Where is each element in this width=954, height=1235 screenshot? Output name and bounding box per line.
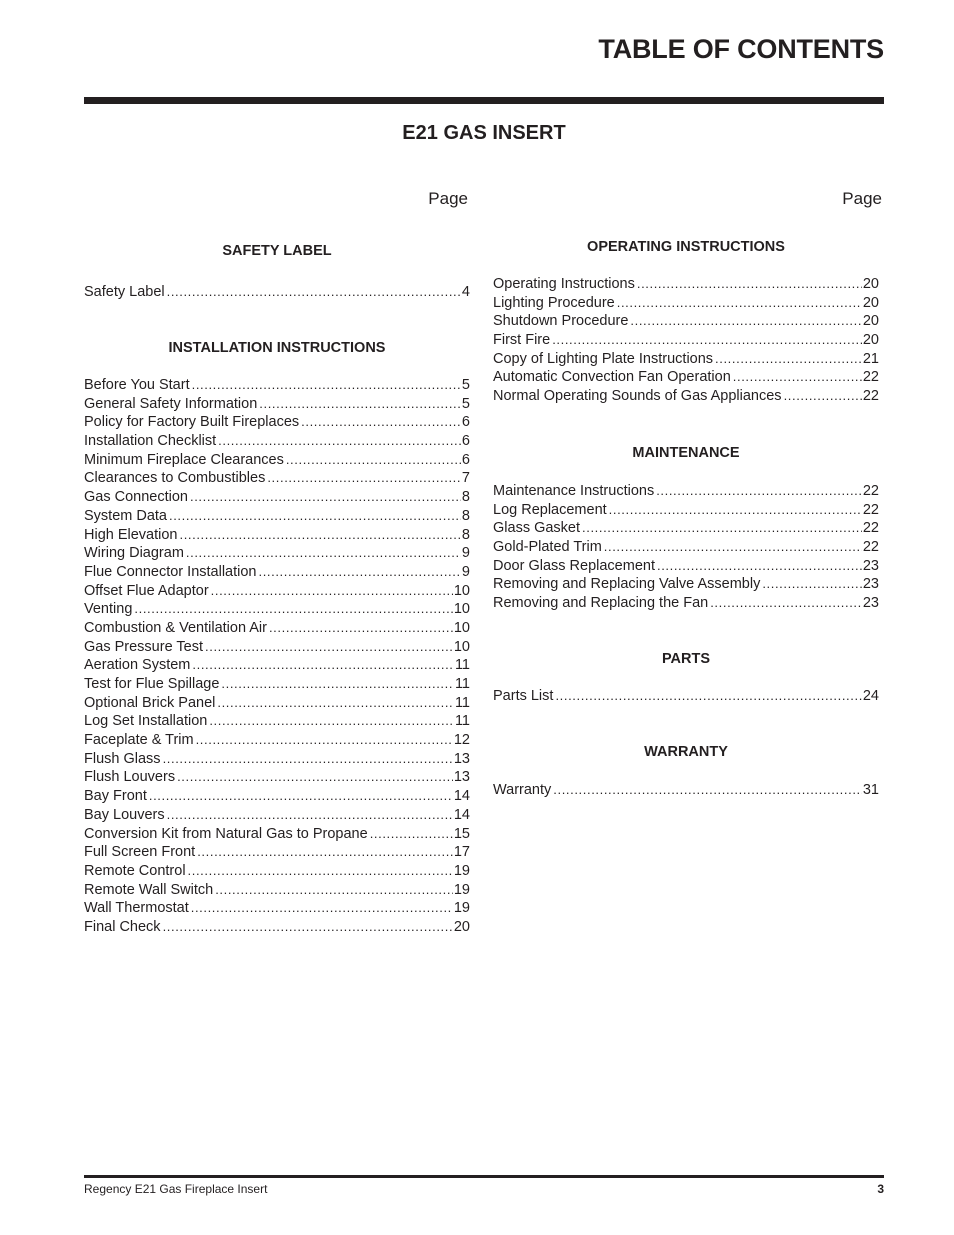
dot-leader	[221, 675, 454, 694]
toc-entry-label: Clearances to Combustibles	[84, 470, 266, 487]
toc-entry-label: Optional Brick Panel	[84, 694, 216, 711]
footer-product-name: Regency E21 Gas Fireplace Insert	[84, 1182, 268, 1196]
dot-leader	[604, 538, 862, 557]
toc-entry-page: 19	[453, 862, 470, 879]
toc-entry	[84, 544, 470, 563]
footer-rule	[84, 1175, 884, 1178]
toc-entry-page: 20	[862, 313, 879, 330]
toc-entry-label: Operating Instructions	[493, 276, 635, 292]
toc-entry	[493, 482, 879, 501]
toc-entry	[84, 376, 470, 395]
dot-leader	[710, 594, 862, 613]
dot-leader	[555, 687, 861, 706]
toc-entry-page: 22	[862, 501, 879, 518]
toc-entry-label: Policy for Factory Built Fireplaces	[84, 414, 300, 431]
toc-entry-label: Gas Pressure Test	[84, 638, 204, 655]
toc-entry-label: Gold-Plated Trim	[493, 539, 602, 556]
right-column	[493, 0, 882, 1000]
toc-entry-label: Bay Front	[84, 788, 147, 805]
toc-entry	[84, 825, 470, 844]
toc-entry-page: 8	[461, 526, 470, 543]
toc-entry-label: Combustion & Ventilation Air	[84, 619, 267, 636]
toc-entry-label: Wiring Diagram	[84, 545, 184, 562]
toc-entry-label: Copy of Lighting Plate Instructions	[493, 350, 714, 367]
toc-entry-label: Conversion Kit from Natural Gas to Propane	[84, 825, 368, 842]
toc-list-maintenance	[493, 482, 879, 613]
toc-entry	[84, 507, 470, 526]
toc-entry-page: 22	[862, 483, 879, 499]
toc-entry-page: 8	[461, 507, 470, 524]
toc-entry-page: 20	[862, 276, 879, 292]
toc-entry-page: 22	[862, 539, 879, 556]
toc-entry	[84, 862, 470, 881]
dot-leader	[167, 806, 453, 825]
toc-entry	[84, 451, 470, 470]
toc-entry-label: Faceplate & Trim	[84, 732, 194, 749]
footer-page-number: 3	[877, 1182, 884, 1196]
toc-entry	[84, 638, 470, 657]
toc-entry-label: Bay Louvers	[84, 806, 165, 823]
toc-entry-page: 13	[453, 750, 470, 767]
dot-leader	[196, 731, 453, 750]
dot-leader	[197, 843, 453, 862]
toc-entry-page: 10	[453, 601, 470, 618]
toc-entry	[493, 519, 879, 538]
dot-leader	[209, 712, 454, 731]
toc-entry-page: 7	[461, 470, 470, 487]
dot-leader	[217, 694, 454, 713]
toc-entry-label: Test for Flue Spillage	[84, 676, 220, 692]
toc-entry-page: 11	[454, 676, 470, 692]
toc-entry	[84, 488, 470, 507]
toc-entry-label: Wall Thermostat	[84, 900, 189, 917]
toc-entry	[84, 283, 470, 302]
toc-entry-label: Automatic Convection Fan Operation	[493, 369, 731, 386]
toc-entry-label: Remote Wall Switch	[84, 881, 214, 898]
dot-leader	[656, 482, 862, 501]
toc-entry-page: 5	[461, 377, 470, 393]
toc-entry	[84, 656, 470, 675]
toc-entry	[84, 675, 470, 694]
toc-entry	[493, 275, 879, 294]
dot-leader	[134, 600, 452, 619]
toc-entry-label: Venting	[84, 601, 133, 618]
toc-entry-label: Lighting Procedure	[493, 294, 615, 311]
dot-leader	[163, 750, 453, 769]
toc-entry-page: 6	[461, 451, 470, 468]
toc-entry	[84, 694, 470, 713]
toc-entry	[493, 501, 879, 520]
toc-entry	[493, 294, 879, 313]
toc-entry	[84, 843, 470, 862]
toc-entry	[84, 731, 470, 750]
toc-entry	[493, 312, 879, 331]
dot-leader	[286, 451, 461, 470]
toc-entry	[493, 575, 879, 594]
toc-entry	[493, 538, 879, 557]
section-heading-maintenance: MAINTENANCE	[632, 445, 740, 461]
dot-leader	[192, 656, 454, 675]
toc-entry-page: 13	[453, 769, 470, 786]
toc-list-parts	[493, 687, 879, 706]
toc-entry	[493, 350, 879, 369]
toc-entry-page: 23	[862, 595, 879, 612]
toc-entry-label: System Data	[84, 507, 167, 524]
toc-entry-page: 6	[461, 433, 470, 450]
toc-entry	[84, 395, 470, 414]
dot-leader	[192, 376, 461, 395]
dot-leader	[149, 787, 453, 806]
toc-entry-label: Glass Gasket	[493, 520, 581, 537]
section-heading-safety-label: SAFETY LABEL	[222, 243, 332, 259]
toc-entry	[84, 563, 470, 582]
dot-leader	[582, 519, 862, 538]
toc-entry	[493, 368, 879, 387]
toc-entry-label: Log Set Installation	[84, 713, 208, 730]
toc-entry-label: Aeration System	[84, 657, 191, 674]
dot-leader	[186, 544, 461, 563]
toc-entry-page: 9	[461, 545, 470, 562]
document-subtitle: E21 GAS INSERT	[402, 122, 566, 144]
toc-entry	[493, 781, 879, 800]
dot-leader	[218, 432, 461, 451]
toc-entry-page: 20	[453, 918, 470, 935]
toc-entry	[84, 600, 470, 619]
dot-leader	[733, 368, 862, 387]
toc-entry-label: Removing and Replacing Valve Assembly	[493, 576, 761, 593]
toc-entry-page: 11	[454, 713, 470, 730]
toc-entry-page: 22	[862, 369, 879, 386]
toc-entry-label: Normal Operating Sounds of Gas Appliances	[493, 388, 782, 405]
toc-entry-page: 10	[453, 638, 470, 655]
dot-leader	[190, 488, 461, 507]
toc-list-installation	[84, 376, 470, 937]
dot-leader	[762, 575, 862, 594]
section-heading-parts: PARTS	[661, 651, 711, 667]
toc-entry	[84, 469, 470, 488]
toc-entry-label: Minimum Fireplace Clearances	[84, 451, 284, 468]
toc-entry-page: 23	[862, 576, 879, 593]
toc-list-safety	[84, 283, 470, 302]
toc-entry	[493, 331, 879, 350]
toc-entry-label: Final Check	[84, 918, 161, 935]
toc-entry-label: Installation Checklist	[84, 433, 217, 450]
toc-entry-label: Remote Control	[84, 862, 186, 879]
left-column	[84, 0, 470, 1000]
toc-entry-label: General Safety Information	[84, 395, 258, 412]
toc-entry-page: 6	[461, 414, 470, 431]
toc-entry-page: 22	[862, 388, 879, 405]
toc-entry-label: Door Glass Replacement	[493, 557, 655, 574]
toc-entry-label: Flush Louvers	[84, 769, 176, 786]
toc-entry-page: 15	[453, 825, 470, 842]
toc-entry	[493, 557, 879, 576]
toc-entry-page: 24	[862, 688, 879, 704]
dot-leader	[370, 825, 453, 844]
dot-leader	[637, 275, 862, 294]
toc-entry	[84, 806, 470, 825]
toc-entry-page: 31	[862, 782, 879, 798]
toc-entry-label: Maintenance Instructions	[493, 483, 655, 499]
dot-leader	[163, 918, 453, 937]
toc-entry-label: Removing and Replacing the Fan	[493, 595, 709, 612]
dot-leader	[552, 331, 862, 350]
toc-entry-label: Before You Start	[84, 377, 190, 393]
toc-entry-label: Log Replacement	[493, 501, 607, 518]
toc-entry-page: 22	[862, 520, 879, 537]
toc-entry-page: 19	[453, 881, 470, 898]
toc-entry	[84, 582, 470, 601]
toc-entry	[84, 526, 470, 545]
toc-entry-page: 14	[453, 806, 470, 823]
dot-leader	[180, 526, 461, 545]
toc-entry-page: 14	[453, 788, 470, 805]
dot-leader	[630, 312, 861, 331]
toc-entry-label: Full Screen Front	[84, 844, 196, 861]
toc-entry	[84, 918, 470, 937]
section-heading-warranty: WARRANTY	[644, 744, 728, 760]
toc-entry-label: Flue Connector Installation	[84, 563, 257, 580]
toc-entry	[84, 787, 470, 806]
dot-leader	[715, 350, 862, 369]
toc-entry-page: 8	[461, 489, 470, 506]
toc-entry-page: 4	[461, 284, 470, 300]
toc-entry-label: Offset Flue Adaptor	[84, 582, 209, 599]
toc-entry-label: High Elevation	[84, 526, 178, 543]
section-heading-operating: OPERATING INSTRUCTIONS	[587, 239, 785, 255]
toc-entry-label: Gas Connection	[84, 489, 188, 506]
dot-leader	[167, 283, 461, 302]
toc-entry-page: 23	[862, 557, 879, 574]
toc-entry	[84, 768, 470, 787]
dot-leader	[215, 881, 453, 900]
toc-entry-page: 17	[453, 844, 470, 861]
toc-entry-label: Warranty	[493, 782, 552, 798]
toc-entry	[493, 687, 879, 706]
toc-list-operating	[493, 275, 879, 406]
toc-entry-page: 12	[453, 732, 470, 749]
toc-entry	[84, 899, 470, 918]
toc-entry	[84, 712, 470, 731]
dot-leader	[301, 413, 461, 432]
toc-entry-label: Shutdown Procedure	[493, 313, 629, 330]
toc-entry	[84, 413, 470, 432]
dot-leader	[784, 387, 862, 406]
toc-entry-page: 11	[454, 657, 470, 674]
dot-leader	[188, 862, 453, 881]
dot-leader	[169, 507, 461, 526]
dot-leader	[267, 469, 461, 488]
section-heading-installation: INSTALLATION INSTRUCTIONS	[168, 340, 386, 356]
toc-entry-page: 5	[461, 395, 470, 412]
dot-leader	[259, 395, 461, 414]
toc-entry-page: 19	[453, 900, 470, 917]
dot-leader	[191, 899, 453, 918]
toc-entry	[84, 881, 470, 900]
toc-entry-page: 10	[453, 619, 470, 636]
dot-leader	[617, 294, 862, 313]
page-column-header-right: Page	[842, 189, 882, 208]
dot-leader	[553, 781, 862, 800]
toc-entry-page: 11	[454, 694, 470, 711]
toc-entry	[84, 432, 470, 451]
toc-entry-label: First Fire	[493, 332, 551, 349]
page-column-header-left: Page	[428, 189, 468, 208]
toc-entry	[84, 619, 470, 638]
toc-entry-page: 20	[862, 294, 879, 311]
toc-list-warranty	[493, 781, 879, 800]
toc-entry-page: 10	[453, 582, 470, 599]
toc-entry	[84, 750, 470, 769]
dot-leader	[259, 563, 461, 582]
toc-entry	[493, 594, 879, 613]
toc-entry-label: Safety Label	[84, 284, 165, 300]
dot-leader	[657, 557, 862, 576]
dot-leader	[177, 768, 453, 787]
dot-leader	[269, 619, 453, 638]
toc-entry	[493, 387, 879, 406]
toc-entry-page: 9	[461, 563, 470, 580]
toc-entry-label: Parts List	[493, 688, 554, 704]
page-title: TABLE OF CONTENTS	[598, 34, 884, 64]
dot-leader	[205, 638, 453, 657]
dot-leader	[609, 501, 862, 520]
toc-entry-page: 20	[862, 332, 879, 349]
toc-entry-page: 21	[862, 350, 879, 367]
toc-entry-label: Flush Glass	[84, 750, 161, 767]
dot-leader	[211, 582, 453, 601]
